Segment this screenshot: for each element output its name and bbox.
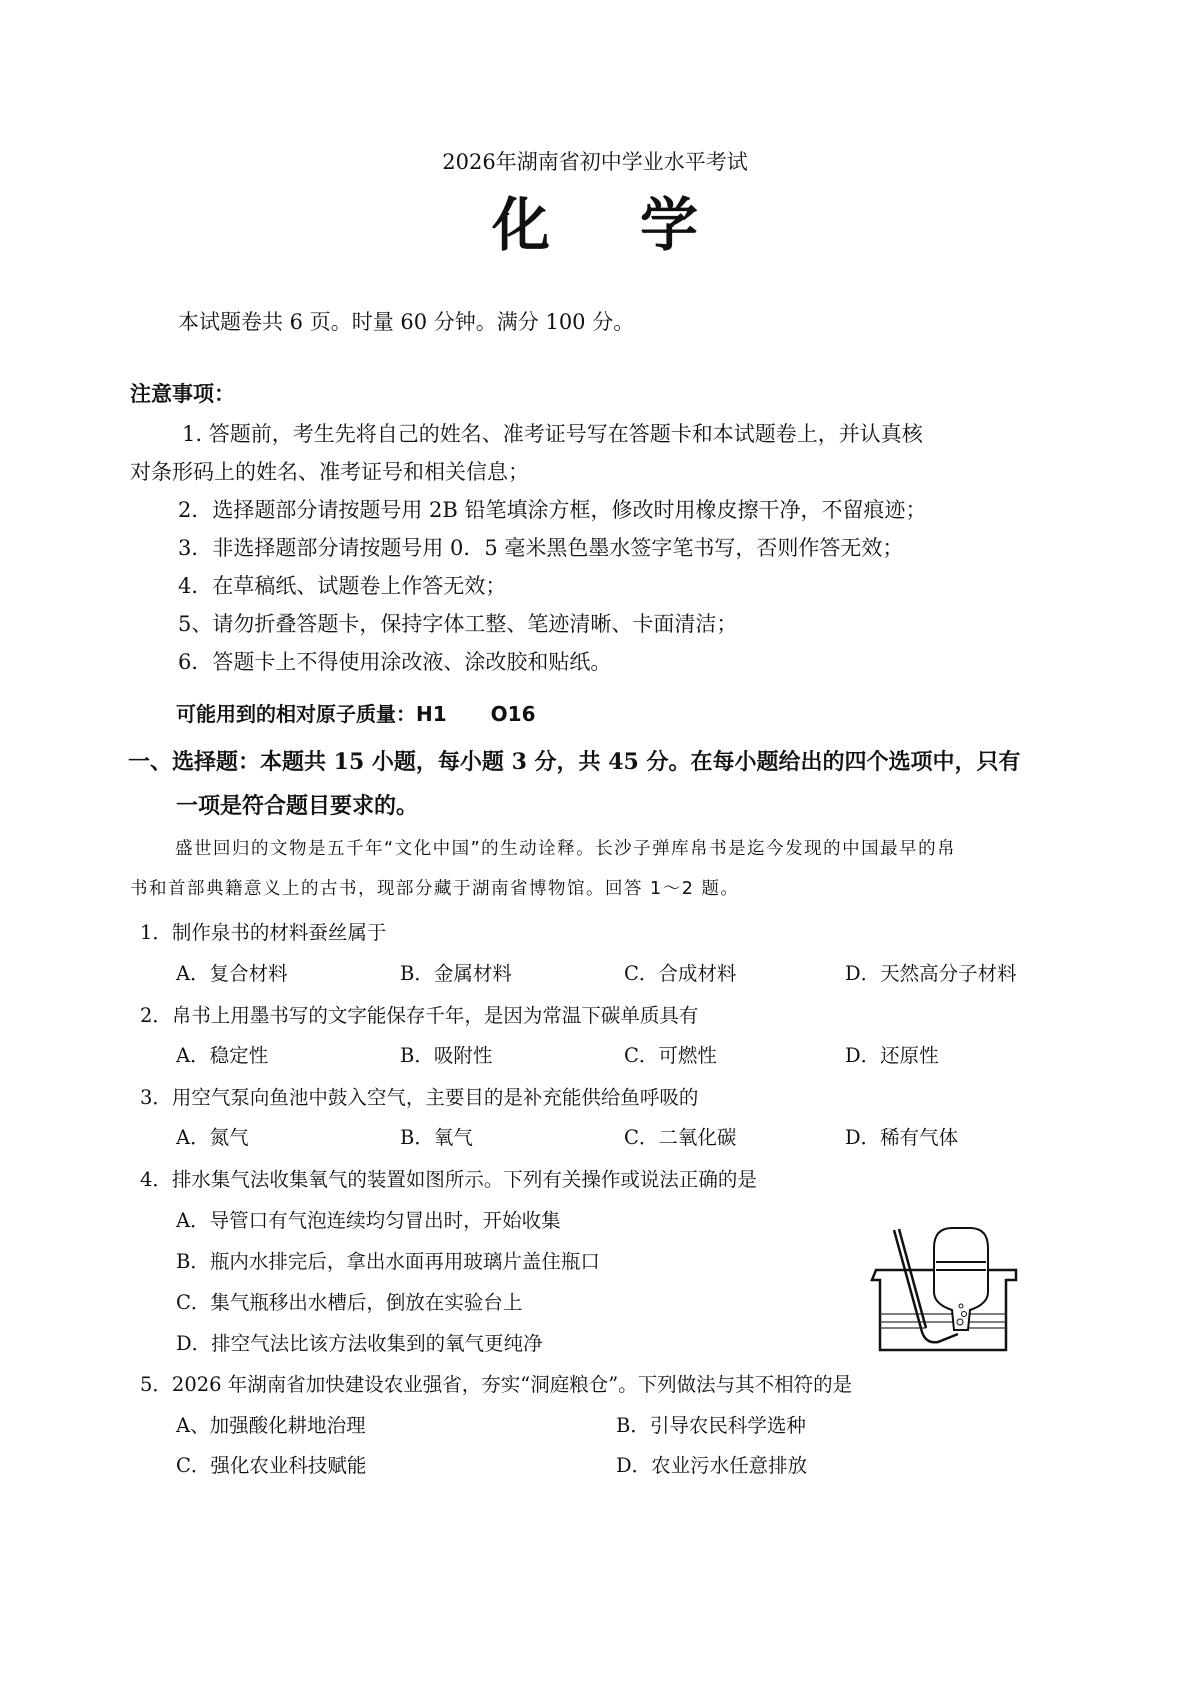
atomic-mass-label: 可能用到的相对原子质量：H1 bbox=[176, 702, 447, 726]
question-2-option-a: A．稳定性 bbox=[176, 1044, 269, 1067]
notice-item-3: 3．非选择题部分请按题号用 0．5 毫米黑色墨水签字笔书写，否则作答无效； bbox=[178, 536, 904, 560]
question-2-option-d: D．还原性 bbox=[845, 1044, 939, 1067]
question-4-option-d: D．排空气法比该方法收集到的氧气更纯净 bbox=[176, 1332, 543, 1355]
notice-item-4: 4．在草稿纸、试题卷上作答无效； bbox=[178, 574, 507, 598]
water-lines bbox=[880, 1314, 1006, 1328]
question-1-option-c: C．合成材料 bbox=[624, 962, 737, 985]
question-5-option-b: B．引导农民科学选种 bbox=[616, 1414, 806, 1437]
question-3-option-a: A．氮气 bbox=[176, 1126, 249, 1149]
section-1-heading-line-1: 一、选择题：本题共 15 小题，每小题 3 分，共 45 分。在每小题给出的四个选项中，只有 bbox=[128, 749, 1021, 775]
question-4-option-b: B．瓶内水排完后，拿出水面再用玻璃片盖住瓶口 bbox=[176, 1250, 600, 1273]
atomic-mass-oxygen: O16 bbox=[490, 702, 536, 726]
reading-passage-line-2: 书和首部典籍意义上的古书，现部分藏于湖南省博物馆。回答 1～2 题。 bbox=[130, 879, 740, 899]
question-1-option-a: A．复合材料 bbox=[176, 962, 288, 985]
question-1-option-b: B．金属材料 bbox=[400, 962, 512, 985]
question-4-option-a: A．导管口有气泡连续均匀冒出时，开始收集 bbox=[176, 1209, 561, 1232]
exam-name: 2026年湖南省初中学业水平考试 bbox=[442, 150, 748, 174]
question-3-option-c: C．二氧化碳 bbox=[624, 1126, 737, 1149]
question-1-stem: 1．制作泉书的材料蚕丝属于 bbox=[140, 921, 387, 944]
notice-item-6: 6．答题卡上不得使用涂改液、涂改胶和贴纸。 bbox=[178, 650, 612, 674]
question-2-option-b: B．吸附性 bbox=[400, 1044, 493, 1067]
question-1-option-d: D．天然高分子材料 bbox=[845, 962, 1017, 985]
question-5-option-c: C．强化农业科技赋能 bbox=[176, 1454, 367, 1477]
notice-item-1-line-2: 对条形码上的姓名、准考证号和相关信息； bbox=[130, 460, 529, 484]
notice-title: 注意事项： bbox=[130, 382, 235, 406]
question-5-option-a: A、加强酸化耕地治理 bbox=[176, 1414, 366, 1437]
question-5-stem: 5．2026 年湖南省加快建设农业强省，夯实“洞庭粮仓”。下列做法与其不相符的是 bbox=[140, 1373, 853, 1396]
question-3-option-d: D．稀有气体 bbox=[845, 1126, 959, 1149]
subject-title: 化学 bbox=[491, 191, 788, 259]
notice-item-2: 2．选择题部分请按题号用 2B 铅笔填涂方框，修改时用橡皮擦干净，不留痕迹； bbox=[178, 498, 927, 522]
question-5-option-d: D．农业污水任意排放 bbox=[616, 1454, 808, 1477]
paper-intro: 本试题卷共 6 页。时量 60 分钟。满分 100 分。 bbox=[178, 310, 635, 334]
question-2-option-c: C．可燃性 bbox=[624, 1044, 717, 1067]
question-4-option-c: C．集气瓶移出水槽后，倒放在实验台上 bbox=[176, 1291, 523, 1314]
reading-passage-line-1: 盛世回归的文物是五千年“文化中国”的生动诠释。长沙子弹库帛书是迄今发现的中国最早的帛 bbox=[175, 839, 957, 859]
question-3-option-b: B．氧气 bbox=[400, 1126, 473, 1149]
notice-item-1-line-1: 1. 答题前，考生先将自己的姓名、准考证号写在答题卡和本试题卷上，并认真核 bbox=[182, 422, 923, 446]
atomic-mass-line bbox=[176, 698, 536, 727]
notice-item-5: 5、请勿折叠答题卡，保持字体工整、笔迹清晰、卡面清洁； bbox=[178, 612, 738, 636]
question-3-stem: 3．用空气泵向鱼池中鼓入空气，主要目的是补充能供给鱼呼吸的 bbox=[140, 1086, 699, 1109]
question-2-stem: 2．帛书上用墨书写的文字能保存千年，是因为常温下碳单质具有 bbox=[140, 1004, 699, 1027]
section-1-heading-line-2: 一项是符合题目要求的。 bbox=[176, 793, 419, 819]
water-displacement-apparatus-figure bbox=[866, 1222, 1026, 1352]
gas-collecting-bottle bbox=[934, 1228, 988, 1330]
question-4-stem: 4．排水集气法收集氧气的装置如图所示。下列有关操作或说法正确的是 bbox=[140, 1168, 757, 1191]
